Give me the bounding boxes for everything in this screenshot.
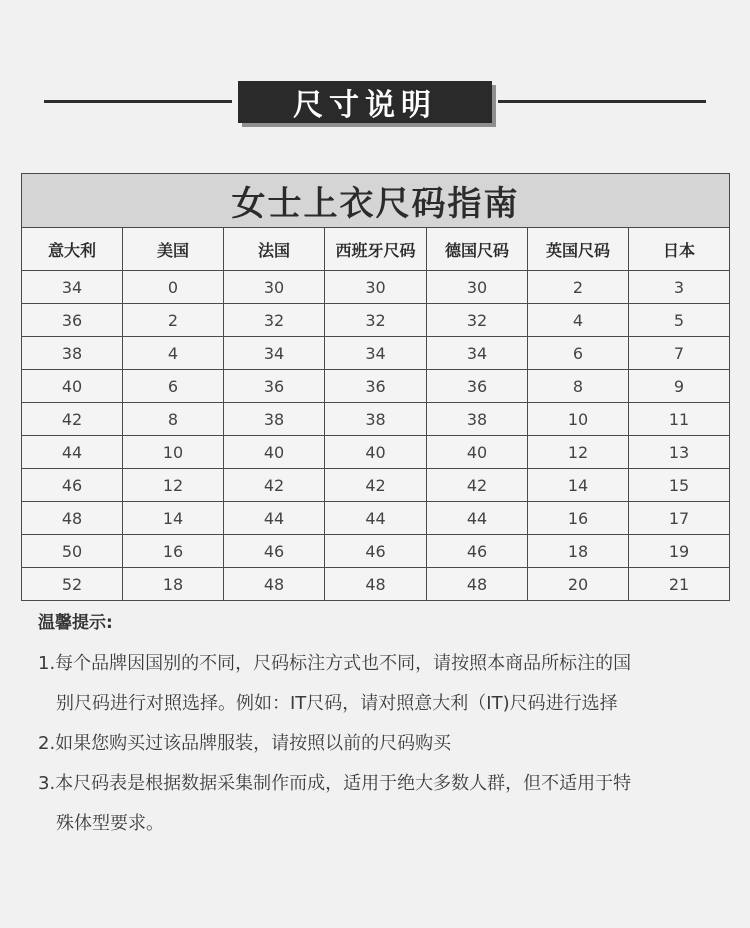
table-cell: 11 [629, 403, 730, 436]
table-cell: 14 [123, 502, 224, 535]
table-cell: 38 [224, 403, 325, 436]
table-row [22, 403, 730, 436]
table-cell: 34 [224, 337, 325, 370]
table-cell: 4 [528, 304, 629, 337]
table-cell: 2 [528, 271, 629, 304]
table-cell: 36 [22, 304, 123, 337]
tip-1-line-2: 别尺码进行对照选择。例如：IT尺码，请对照意大利（IT)尺码进行选择 [56, 693, 618, 714]
table-cell: 46 [224, 535, 325, 568]
table-cell: 32 [325, 304, 427, 337]
table-row [22, 568, 730, 601]
table-cell: 32 [224, 304, 325, 337]
table-cell: 20 [528, 568, 629, 601]
table-cell: 2 [123, 304, 224, 337]
table-cell: 40 [325, 436, 427, 469]
tip-1-line-1: 1.每个品牌因国别的不同，尺码标注方式也不同，请按照本商品所标注的国 [38, 653, 632, 674]
tip-item-3 [38, 764, 718, 844]
tip-3-line-2: 殊体型要求。 [56, 813, 164, 834]
table-cell: 12 [528, 436, 629, 469]
table-cell: 38 [325, 403, 427, 436]
table-cell: 16 [123, 535, 224, 568]
table-cell: 52 [22, 568, 123, 601]
table-cell: 21 [629, 568, 730, 601]
table-cell: 9 [629, 370, 730, 403]
table-cell: 50 [22, 535, 123, 568]
right-divider [498, 100, 706, 103]
table-cell: 44 [224, 502, 325, 535]
table-cell: 38 [427, 403, 528, 436]
table-cell: 15 [629, 469, 730, 502]
table-cell: 42 [325, 469, 427, 502]
table-cell: 36 [224, 370, 325, 403]
table-cell: 40 [427, 436, 528, 469]
column-header-japan: 日本 [629, 228, 730, 271]
table-cell: 42 [427, 469, 528, 502]
table-cell: 36 [427, 370, 528, 403]
table-row [22, 436, 730, 469]
table-cell: 48 [427, 568, 528, 601]
table-cell: 34 [22, 271, 123, 304]
table-cell: 38 [22, 337, 123, 370]
table-cell: 46 [427, 535, 528, 568]
table-caption: 女士上衣尺码指南 [22, 174, 730, 228]
table-cell: 3 [629, 271, 730, 304]
page-header [0, 0, 750, 150]
table-cell: 32 [427, 304, 528, 337]
table-cell: 42 [22, 403, 123, 436]
table-row [22, 304, 730, 337]
table-cell: 19 [629, 535, 730, 568]
table-cell: 40 [224, 436, 325, 469]
table-cell: 4 [123, 337, 224, 370]
table-cell: 44 [427, 502, 528, 535]
table-cell: 48 [224, 568, 325, 601]
column-header-france: 法国 [224, 228, 325, 271]
tip-item-2 [38, 724, 718, 764]
table-cell: 40 [22, 370, 123, 403]
table-cell: 48 [325, 568, 427, 601]
table-cell: 17 [629, 502, 730, 535]
table-cell: 7 [629, 337, 730, 370]
table-cell: 34 [325, 337, 427, 370]
column-header-uk: 英国尺码 [528, 228, 629, 271]
left-divider [44, 100, 232, 103]
table-row [22, 337, 730, 370]
table-cell: 42 [224, 469, 325, 502]
column-header-us: 美国 [123, 228, 224, 271]
table-cell: 44 [325, 502, 427, 535]
table-cell: 10 [528, 403, 629, 436]
table-row [22, 469, 730, 502]
table-cell: 36 [325, 370, 427, 403]
table-cell: 10 [123, 436, 224, 469]
table-row [22, 271, 730, 304]
table-cell: 8 [528, 370, 629, 403]
table-cell: 30 [427, 271, 528, 304]
tip-2-line-1: 2.如果您购买过该品牌服装，请按照以前的尺码购买 [38, 733, 452, 754]
table-cell: 46 [22, 469, 123, 502]
table-row [22, 535, 730, 568]
table-cell: 13 [629, 436, 730, 469]
tip-item-1 [38, 644, 718, 724]
table-cell: 18 [123, 568, 224, 601]
section-title: 尺寸说明 [238, 81, 492, 123]
table-cell: 44 [22, 436, 123, 469]
tips-section [38, 610, 718, 844]
table-cell: 0 [123, 271, 224, 304]
column-header-italy: 意大利 [22, 228, 123, 271]
size-chart-table [21, 173, 730, 601]
table-cell: 12 [123, 469, 224, 502]
table-caption-row [22, 174, 730, 228]
table-cell: 16 [528, 502, 629, 535]
table-cell: 30 [224, 271, 325, 304]
table-header-row [22, 228, 730, 271]
table-cell: 6 [528, 337, 629, 370]
table-cell: 6 [123, 370, 224, 403]
tips-title: 温馨提示: [38, 613, 113, 633]
column-header-germany: 德国尺码 [427, 228, 528, 271]
table-cell: 46 [325, 535, 427, 568]
tip-3-line-1: 3.本尺码表是根据数据采集制作而成，适用于绝大多数人群，但不适用于特 [38, 773, 632, 794]
table-cell: 48 [22, 502, 123, 535]
table-row [22, 370, 730, 403]
table-cell: 8 [123, 403, 224, 436]
table-cell: 30 [325, 271, 427, 304]
table-cell: 34 [427, 337, 528, 370]
table-cell: 5 [629, 304, 730, 337]
column-header-spain: 西班牙尺码 [325, 228, 427, 271]
table-cell: 18 [528, 535, 629, 568]
table-cell: 14 [528, 469, 629, 502]
table-row [22, 502, 730, 535]
